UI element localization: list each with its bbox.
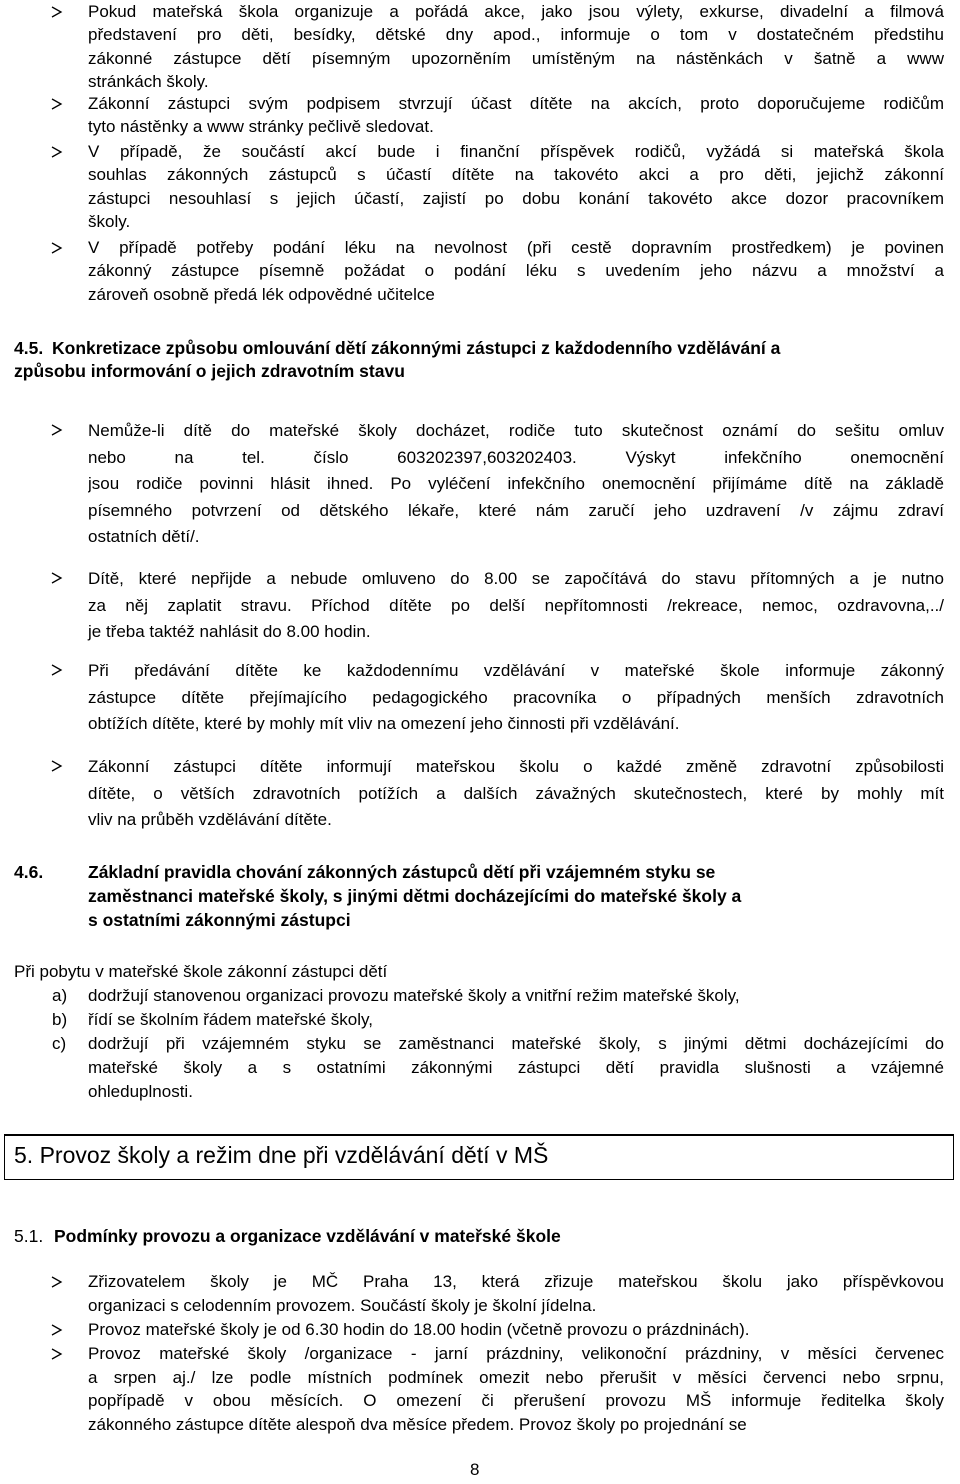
arrowhead-bullet-icon <box>50 658 64 682</box>
paragraph-line: popřípadě v obou měsících. O omezení či přerušení provozu MŠ informuje ředitelka školy <box>88 1391 944 1410</box>
paragraph-line: souhlas zákonných zástupců s účastí dítěte na takovéto akci a pro děti, jejichž zákonní <box>88 165 944 185</box>
paragraph-line: nebo na tel. číslo 603202397,603202403. Výskyt infekčního onemocnění <box>88 447 944 467</box>
paragraph-line: mateřské školy a s ostatními zákonnými zástupci dětí pravidla slušnosti a vzájemné <box>88 1058 944 1077</box>
arrowhead-bullet-icon <box>50 1342 64 1366</box>
paragraph-line: obtížích dítěte, které by mohly mít vliv na omezení jeho činnosti při vzdělávání. <box>88 714 680 733</box>
paragraph-line: zákonné zástupce dětí písemným upozorněním umístěným na nástěnkách v šatně a www <box>88 48 944 68</box>
paragraph-line: Zřizovatelem školy je MČ Praha 13, která zřizuje mateřskou školu jako příspěvkovou <box>88 1272 944 1291</box>
paragraph-line: vliv na průběh vzdělávání dítěte. <box>88 810 332 829</box>
arrowhead-bullet-icon <box>50 236 64 260</box>
paragraph-line: Provoz mateřské školy je od 6.30 hodin do 18.00 hodin (včetně provozu o prázdninách). <box>88 1320 750 1339</box>
paragraph-line: V případě, že součástí akcí bude i finanční příspěvek rodičů, vyžádá si mateřská škola <box>88 142 944 161</box>
section-title: způsobu informování o jejich zdravotním stavu <box>14 361 405 381</box>
paragraph-line: školy. <box>88 211 131 231</box>
section-title: Konkretizace způsobu omlouvání dětí zákonnými zástupci z každodenního vzdělávání a <box>52 338 781 358</box>
section-title: Podmínky provozu a organizace vzdělávání v mateřské škole <box>54 1226 561 1246</box>
arrowhead-bullet-icon <box>50 92 64 116</box>
paragraph-line: dodržují při vzájemném styku se zaměstnanci mateřské školy, s jinými dětmi docházejícími do <box>88 1034 944 1053</box>
heading-5: 5. Provoz školy a režim dne při vzdělávání dětí v MŠ <box>14 1142 549 1168</box>
section-number: 4.6. <box>14 862 44 882</box>
paragraph-line: Dítě, které nepřijde a nebude omluveno do 8.00 se započítává do stavu přítomných a je nutno <box>88 569 944 588</box>
arrowhead-bullet-icon <box>50 754 64 778</box>
paragraph-line: ohleduplnosti. <box>88 1082 193 1101</box>
paragraph-line: řídí se školním řádem mateřské školy, <box>88 1010 373 1029</box>
paragraph-line: zákonný zástupce písemně požádat o podání léku s uvedením jeho názvu a množství a <box>88 261 944 281</box>
arrowhead-bullet-icon <box>50 418 64 442</box>
paragraph-line: tyto nástěnky a www stránky pečlivě sledovat. <box>88 117 434 137</box>
paragraph-line: zástupci nesouhlasí s jejich účastí, zajistí po dobu konání takovéto akce dozor pracovníkem <box>88 188 944 208</box>
arrowhead-bullet-icon <box>50 0 64 24</box>
paragraph-line: Nemůže-li dítě do mateřské školy docházet, rodiče tuto skutečnost oznámí do sešitu omluv <box>88 421 944 440</box>
paragraph-line: Provoz mateřské školy /organizace - jarní prázdniny, velikonoční prázdniny, v měsíci červenec <box>88 1344 944 1363</box>
paragraph-line: a srpen aj./ lze podle místních podmínek omezit nebo přerušit v měsíci červenci nebo srpnu, <box>88 1367 944 1387</box>
section-number: 5.1. <box>14 1226 44 1246</box>
paragraph-line: zástupce dítěte přejímajícího pedagogického pracovníka o případných menších zdravotních <box>88 687 944 707</box>
paragraph-line: představení pro děti, besídky, dětské dny apod., informuje o tom v dostatečném předstihu <box>88 25 944 45</box>
section-title: Základní pravidla chování zákonných zástupců dětí při vzájemném styku se <box>88 862 716 882</box>
paragraph-line: stránkách školy. <box>88 71 209 91</box>
list-label: b) <box>52 1010 68 1029</box>
arrowhead-bullet-icon <box>50 140 64 164</box>
paragraph-line: Při předávání dítěte ke každodennímu vzdělávání v mateřské škole informuje zákonný <box>88 661 944 680</box>
section-number: 4.5. <box>14 338 44 358</box>
page-number: 8 <box>470 1460 480 1479</box>
section-title: zaměstnanci mateřské školy, s jinými dětmi docházejícími do mateřské školy a <box>88 886 742 906</box>
paragraph-line: organizaci s celodenním provozem. Součástí školy je školní jídelna. <box>88 1295 597 1315</box>
intro-text: Při pobytu v mateřské škole zákonní zástupci dětí <box>14 962 388 981</box>
list-label: a) <box>52 986 68 1005</box>
list-label: c) <box>52 1034 67 1053</box>
paragraph-line: zároveň osobně předá lék odpovědné učitelce <box>88 284 435 304</box>
paragraph-line: ostatních dětí/. <box>88 527 200 546</box>
paragraph-line: je třeba taktéž nahlásit do 8.00 hodin. <box>88 622 371 641</box>
paragraph-line: Pokud mateřská škola organizuje a pořádá akce, jako jsou výlety, exkurse, divadelní a filmová <box>88 2 944 21</box>
paragraph-line: jsou rodiče povinni hlásit ihned. Po vyléčení infekčního onemocnění přijímáme dítě na základě <box>88 474 944 493</box>
paragraph-line: za něj zaplatit stravu. Příchod dítěte po delší nepřítomnosti /rekreace, nemoc, ozdravovna,../ <box>88 595 944 615</box>
paragraph-line: písemného potvrzení od dětského lékaře, které nám zaručí jeho uzdravení /v zájmu zdraví <box>88 500 944 520</box>
arrowhead-bullet-icon <box>50 1318 64 1342</box>
paragraph-line: dítěte, o větších zdravotních potížích a dalších závažných skutečnostech, které by mohly mít <box>88 783 944 803</box>
paragraph-line: dodržují stanovenou organizaci provozu mateřské školy a vnitřní režim mateřské školy, <box>88 986 740 1005</box>
paragraph-line: zákonného zástupce dítěte alespoň dva měsíce předem. Provoz školy po projednání se <box>88 1414 747 1434</box>
paragraph-line: Zákonní zástupci svým podpisem stvrzují účast dítěte na akcích, proto doporučujeme rodičům <box>88 94 944 113</box>
paragraph-line: Zákonní zástupci dítěte informují mateřskou školu o každé změně zdravotní způsobilosti <box>88 757 944 776</box>
arrowhead-bullet-icon <box>50 566 64 590</box>
arrowhead-bullet-icon <box>50 1270 64 1294</box>
paragraph-line: V případě potřeby podání léku na nevolnost (při cestě dopravním prostředkem) je povinen <box>88 238 944 257</box>
section-title: s ostatními zákonnými zástupci <box>88 910 351 930</box>
